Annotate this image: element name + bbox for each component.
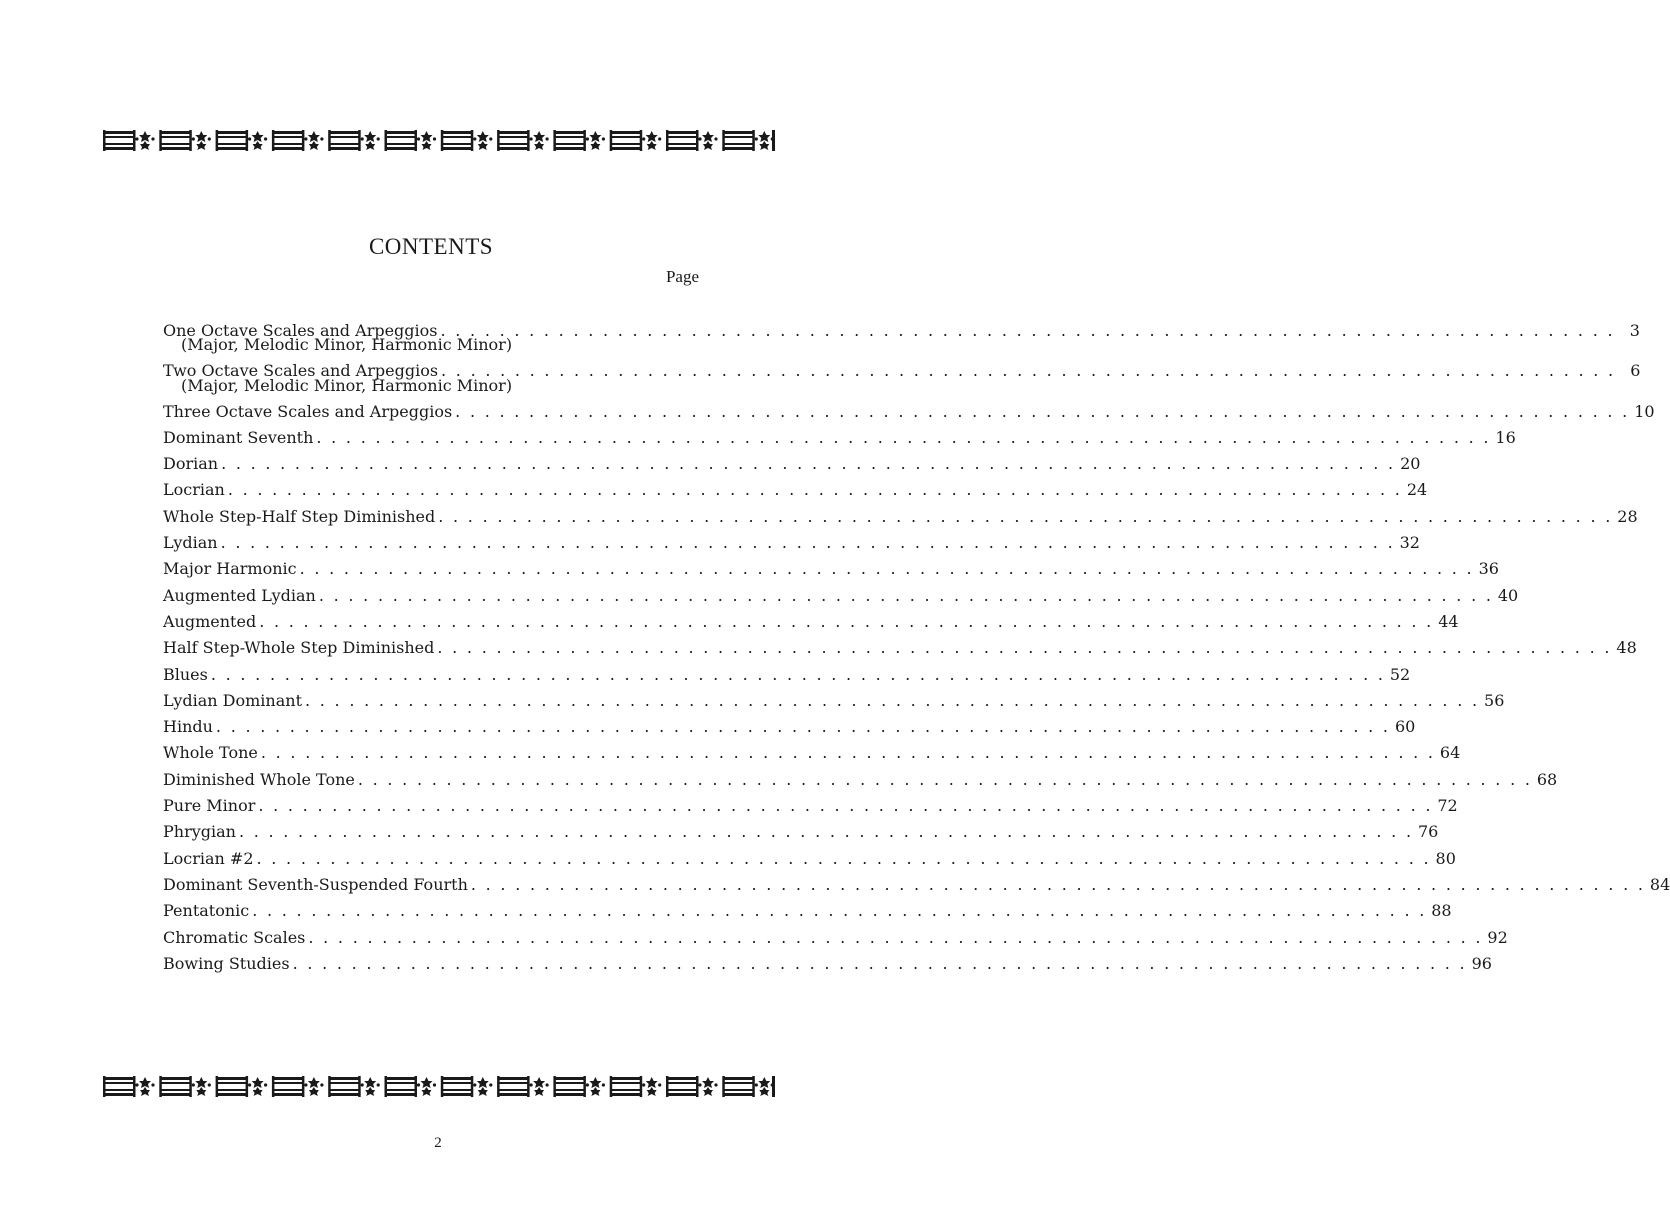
toc-entry [163,504,1638,530]
toc-entry-page-number: 40 [1497,585,1519,605]
ornament-link [722,1076,774,1097]
toc-entry [163,662,1411,688]
toc-entry-title: Pentatonic [163,901,250,921]
ornament-link [722,130,774,151]
toc-entry-page-number: 72 [1437,796,1458,816]
toc-entry [163,399,1655,425]
toc-entry [163,846,1456,872]
ornament-link [103,130,155,151]
toc-entry-title: Bowing Studies [163,953,290,973]
ornament-link [103,1076,155,1097]
ornament-link [666,1076,718,1097]
ornament-link [553,130,605,151]
toc-entry-title: Hindu [163,717,213,737]
dot-leader: . . . . . . . . . . . . . . . . . . . . . . . . . . . . . . . . . . . . . . . . . . . . . . . . . . . . . . . . . . . . . . . . . . . . . . . . . . . . . . . . [227,480,1403,500]
toc-entry [163,925,1508,951]
toc-entry-title: Phrygian [163,822,236,842]
ornament-svg [100,125,776,155]
ornament-link [441,1076,493,1097]
toc-entry-title: Three Octave Scales and Arpeggios [163,401,453,421]
dot-leader: . . . . . . . . . . . . . . . . . . . . . . . . . . . . . . . . . . . . . . . . . . . . . . . . . . . . . . . . . . . . . . . . . . . . . . . . . . . . . . . . [308,927,1483,947]
toc-entry-page-number: 3 [1629,321,1640,340]
toc-entry-title: Major Harmonic [163,559,297,579]
toc-entry-page-number: 28 [1617,506,1638,526]
toc-entry-title: Blues [163,664,208,684]
toc-entry [163,714,1416,740]
toc-entry-page-number: 24 [1406,480,1428,500]
ornament-link [328,1076,380,1097]
toc-entry-title: Whole Step-Half Step Diminished [163,506,436,526]
toc-entry [163,530,1420,556]
top-ornamental-border [100,125,776,155]
dot-leader: . . . . . . . . . . . . . . . . . . . . . . . . . . . . . . . . . . . . . . . . . . . . . . . . . . . . . . . . . . . . . . . . . . . . . . . . . . . . . . . . [238,822,1414,842]
ornament-link [328,130,380,151]
toc-entry [163,819,1439,845]
toc-entry-page-number: 44 [1438,611,1459,631]
toc-entry [163,793,1458,819]
toc-entry-title: Dominant Seventh [163,427,314,447]
toc-entry-title: Dominant Seventh-Suspended Fourth [163,874,468,894]
toc-entry-title: Augmented Lydian [163,585,316,605]
toc-entry-page-number: 20 [1400,454,1421,474]
dot-leader: . . . . . . . . . . . . . . . . . . . . . . . . . . . . . . . . . . . . . . . . . . . . . . . . . . . . . . . . . . . . . . . . . . . . . . . . . . . . . . . . [221,454,1396,474]
toc-entry [163,425,1516,451]
toc-entry-page-number: 96 [1471,953,1492,973]
toc-entry-page-number: 48 [1616,638,1637,658]
toc-entry [163,609,1459,635]
toc-entry [163,951,1492,977]
toc-entry-page-number: 68 [1536,769,1558,789]
toc-entry-title: Locrian [163,480,225,500]
dot-leader: . . . . . . . . . . . . . . . . . . . . . . . . . . . . . . . . . . . . . . . . . . . . . . . . . . . . . . . . . . . . . . . . . . . . . . . . . . . . . . . . [437,638,1612,658]
toc-entry-subtitle: (Major, Melodic Minor, Harmonic Minor) [181,335,513,355]
bottom-ornamental-border [100,1071,776,1101]
toc-entry [163,318,1640,358]
ornament-link [497,130,549,151]
ornament-link [666,130,718,151]
toc-entry-page-number: 88 [1431,901,1452,921]
ornament-link [159,130,211,151]
dot-leader: . . . . . . . . . . . . . . . . . . . . . . . . . . . . . . . . . . . . . . . . . . . . . . . . . . . . . . . . . . . . . . . . . . . . . . . . . . . . . . . . [292,953,1467,973]
toc-entry-page-number: 32 [1399,533,1420,553]
toc-entry [163,688,1505,714]
toc-entry-title: Augmented [163,611,257,631]
ornament-link [216,1076,268,1097]
toc-entry [163,898,1452,924]
toc-entry-page-number: 60 [1394,717,1416,737]
toc-entry-title: Lydian Dominant [163,690,302,710]
toc-entry-title: Whole Tone [163,743,258,763]
dot-leader: . . . . . . . . . . . . . . . . . . . . . . . . . . . . . . . . . . . . . . . . . . . . . . . . . . . . . . . . . . . . . . . . . . . . . . . . . . . . . . . . [455,401,1630,421]
ornament-link [216,130,268,151]
ornament-svg [100,1071,776,1101]
ornament-link [159,1076,211,1097]
dot-leader: . . . . . . . . . . . . . . . . . . . . . . . . . . . . . . . . . . . . . . . . . . . . . . . . . . . . . . . . . . . . . . . . . . . . . . . . . . . . . . . . [260,743,1436,763]
ornament-link [385,130,437,151]
toc-entry-title: One Octave Scales and Arpeggios [163,321,438,340]
toc-entry [163,451,1421,477]
dot-leader: . . . . . . . . . . . . . . . . . . . . . . . . . . . . . . . . . . . . . . . . . . . . . . . . . . . . . . . . . . . . . . . . . . . . . . . . . . . . . . . . [259,611,1434,631]
toc-entry-title: Locrian #2 [163,848,254,868]
toc-entry-page-number: 10 [1634,401,1655,421]
ornament-link [610,1076,662,1097]
dot-leader: . . . . . . . . . . . . . . . . . . . . . . . . . . . . . . . . . . . . . . . . . . . . . . . . . . . . . . . . . . . . . . . . . . . . . . . . . . . . . . . . [316,427,1491,447]
dot-leader: . . . . . . . . . . . . . . . . . . . . . . . . . . . . . . . . . . . . . . . . . . . . . . . . . . . . . . . . . . . . . . . . . . . . . . . . . . . . . . . . [440,321,1615,340]
toc-entry-title: Diminished Whole Tone [163,769,355,789]
dot-leader: . . . . . . . . . . . . . . . . . . . . . . . . . . . . . . . . . . . . . . . . . . . . . . . . . . . . . . . . . . . . . . . . . . . . . . . . . . . . . . . . [258,796,1433,816]
page-number: 2 [434,1135,442,1151]
ornament-link [553,1076,605,1097]
toc-entry-page-number: 52 [1389,664,1411,684]
dot-leader: . . . . . . . . . . . . . . . . . . . . . . . . . . . . . . . . . . . . . . . . . . . . . . . . . . . . . . . . . . . . . . . . . . . . . . . . . . . . . . . . [357,769,1533,789]
ornament-link [272,130,324,151]
toc-entry [163,740,1461,766]
toc-entry [163,767,1558,793]
toc-entry-page-number: 56 [1484,690,1505,710]
dot-leader: . . . . . . . . . . . . . . . . . . . . . . . . . . . . . . . . . . . . . . . . . . . . . . . . . . . . . . . . . . . . . . . . . . . . . . . . . . . . . . . . [220,533,1395,553]
toc-entry-title: Two Octave Scales and Arpeggios [163,361,439,381]
toc-entry-title: Dorian [163,454,219,474]
table-of-contents [163,318,1670,977]
dot-leader: . . . . . . . . . . . . . . . . . . . . . . . . . . . . . . . . . . . . . . . . . . . . . . . . . . . . . . . . . . . . . . . . . . . . . . . . . . . . . . . . [318,585,1494,605]
toc-entry-title: Chromatic Scales [163,927,306,947]
page-column-label: Page [665,267,699,286]
toc-entry-title: Half Step-Whole Step Diminished [163,638,435,658]
toc-entry [163,556,1499,582]
toc-entry-page-number: 80 [1435,848,1456,868]
dot-leader: . . . . . . . . . . . . . . . . . . . . . . . . . . . . . . . . . . . . . . . . . . . . . . . . . . . . . . . . . . . . . . . . . . . . . . . . . . . . . . . . [252,901,1427,921]
dot-leader: . . . . . . . . . . . . . . . . . . . . . . . . . . . . . . . . . . . . . . . . . . . . . . . . . . . . . . . . . . . . . . . . . . . . . . . . . . . . . . . . [256,848,1431,868]
ornament-link [610,130,662,151]
toc-entry [163,635,1637,661]
toc-entry [163,477,1428,503]
toc-entry-subtitle: (Major, Melodic Minor, Harmonic Minor) [181,375,513,395]
toc-entry-page-number: 92 [1487,927,1508,947]
toc-entry [163,583,1519,609]
toc-entry-page-number: 64 [1439,743,1461,763]
ornament-link [272,1076,324,1097]
dot-leader: . . . . . . . . . . . . . . . . . . . . . . . . . . . . . . . . . . . . . . . . . . . . . . . . . . . . . . . . . . . . . . . . . . . . . . . . . . . . . . . . [305,690,1480,710]
toc-entry-page-number: 16 [1495,427,1516,447]
toc-entry-title: Pure Minor [163,796,256,816]
dot-leader: . . . . . . . . . . . . . . . . . . . . . . . . . . . . . . . . . . . . . . . . . . . . . . . . . . . . . . . . . . . . . . . . . . . . . . . . . . . . . . . . [438,506,1613,526]
toc-entry-page-number: 84 [1649,874,1670,894]
toc-entry [163,872,1670,898]
toc-entry-page-number: 76 [1417,822,1439,842]
toc-entry-page-number: 6 [1630,361,1641,381]
dot-leader: . . . . . . . . . . . . . . . . . . . . . . . . . . . . . . . . . . . . . . . . . . . . . . . . . . . . . . . . . . . . . . . . . . . . . . . . . . . . . . . . [210,664,1386,684]
ornament-link [497,1076,549,1097]
dot-leader: . . . . . . . . . . . . . . . . . . . . . . . . . . . . . . . . . . . . . . . . . . . . . . . . . . . . . . . . . . . . . . . . . . . . . . . . . . . . . . . . [215,717,1391,737]
ornament-link [441,130,493,151]
ornament-link [385,1076,437,1097]
dot-leader: . . . . . . . . . . . . . . . . . . . . . . . . . . . . . . . . . . . . . . . . . . . . . . . . . . . . . . . . . . . . . . . . . . . . . . . . . . . . . . . . [441,361,1616,381]
toc-entry-page-number: 36 [1478,559,1499,579]
toc-entry-title: Lydian [163,533,218,553]
toc-entry [163,358,1641,398]
page-title: CONTENTS [368,234,494,259]
dot-leader: . . . . . . . . . . . . . . . . . . . . . . . . . . . . . . . . . . . . . . . . . . . . . . . . . . . . . . . . . . . . . . . . . . . . . . . . . . . . . . . . [299,559,1474,579]
dot-leader: . . . . . . . . . . . . . . . . . . . . . . . . . . . . . . . . . . . . . . . . . . . . . . . . . . . . . . . . . . . . . . . . . . . . . . . . . . . . . . . . [470,874,1646,894]
